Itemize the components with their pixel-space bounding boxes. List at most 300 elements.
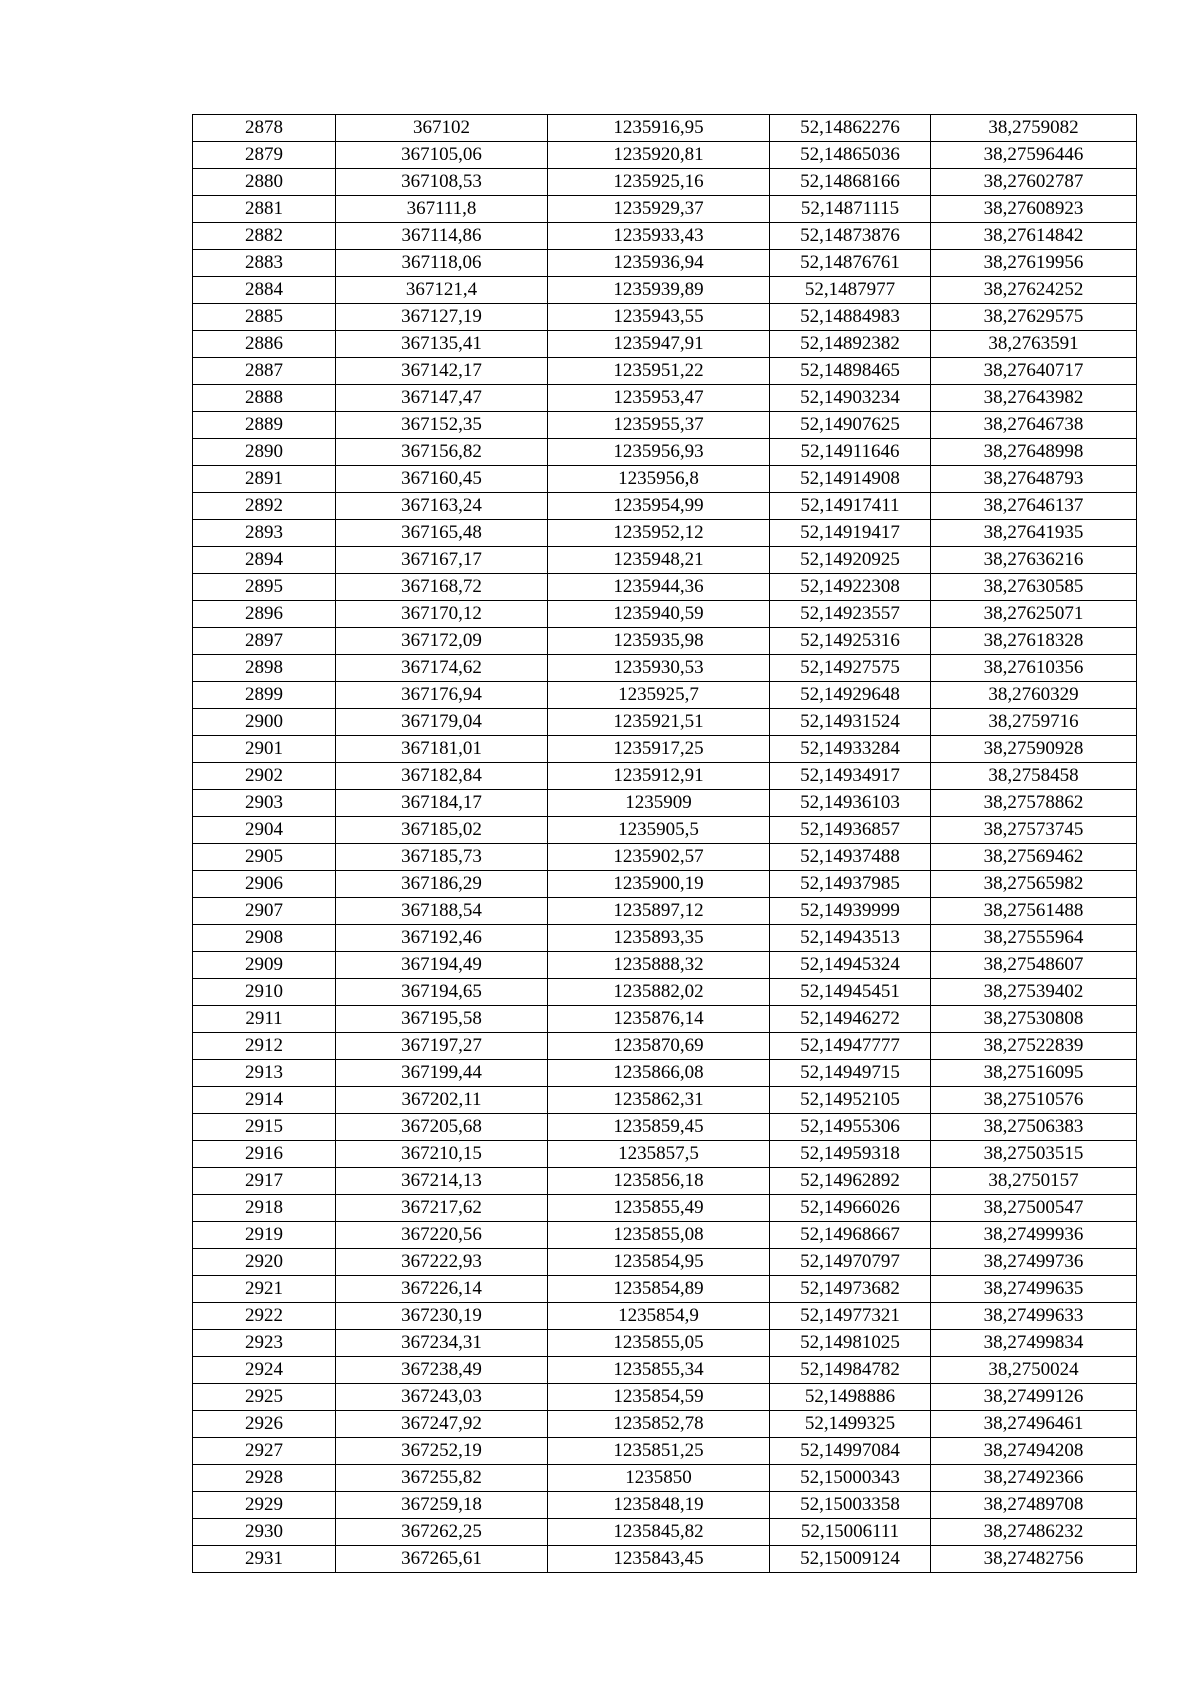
y-coordinate-cell: 1235940,59 (548, 601, 770, 628)
y-coordinate-cell: 1235856,18 (548, 1168, 770, 1195)
point-number-cell: 2887 (193, 358, 336, 385)
latitude-cell: 52,15003358 (770, 1492, 931, 1519)
longitude-cell: 38,27646137 (931, 493, 1137, 520)
point-number-cell: 2912 (193, 1033, 336, 1060)
x-coordinate-cell: 367111,8 (336, 196, 548, 223)
x-coordinate-cell: 367188,54 (336, 898, 548, 925)
y-coordinate-cell: 1235855,34 (548, 1357, 770, 1384)
longitude-cell: 38,27482756 (931, 1546, 1137, 1573)
point-number-cell: 2881 (193, 196, 336, 223)
longitude-cell: 38,27510576 (931, 1087, 1137, 1114)
x-coordinate-cell: 367194,49 (336, 952, 548, 979)
latitude-cell: 52,15009124 (770, 1546, 931, 1573)
y-coordinate-cell: 1235854,59 (548, 1384, 770, 1411)
latitude-cell: 52,14920925 (770, 547, 931, 574)
latitude-cell: 52,14936857 (770, 817, 931, 844)
longitude-cell: 38,27619956 (931, 250, 1137, 277)
longitude-cell: 38,27590928 (931, 736, 1137, 763)
latitude-cell: 52,14943513 (770, 925, 931, 952)
latitude-cell: 52,14862276 (770, 115, 931, 142)
y-coordinate-cell: 1235925,7 (548, 682, 770, 709)
latitude-cell: 52,14925316 (770, 628, 931, 655)
point-number-cell: 2914 (193, 1087, 336, 1114)
x-coordinate-cell: 367220,56 (336, 1222, 548, 1249)
table-row (193, 790, 1137, 817)
point-number-cell: 2898 (193, 655, 336, 682)
table-row (193, 547, 1137, 574)
longitude-cell: 38,27643982 (931, 385, 1137, 412)
table-row (193, 1411, 1137, 1438)
table-row (193, 1465, 1137, 1492)
point-number-cell: 2907 (193, 898, 336, 925)
table-row (193, 358, 1137, 385)
latitude-cell: 52,14868166 (770, 169, 931, 196)
point-number-cell: 2931 (193, 1546, 336, 1573)
y-coordinate-cell: 1235882,02 (548, 979, 770, 1006)
point-number-cell: 2890 (193, 439, 336, 466)
longitude-cell: 38,27618328 (931, 628, 1137, 655)
point-number-cell: 2889 (193, 412, 336, 439)
x-coordinate-cell: 367185,02 (336, 817, 548, 844)
latitude-cell: 52,14917411 (770, 493, 931, 520)
table-row (193, 277, 1137, 304)
table-row (193, 1195, 1137, 1222)
longitude-cell: 38,27602787 (931, 169, 1137, 196)
x-coordinate-cell: 367108,53 (336, 169, 548, 196)
x-coordinate-cell: 367202,11 (336, 1087, 548, 1114)
point-number-cell: 2910 (193, 979, 336, 1006)
point-number-cell: 2909 (193, 952, 336, 979)
x-coordinate-cell: 367127,19 (336, 304, 548, 331)
table-row (193, 1006, 1137, 1033)
y-coordinate-cell: 1235855,08 (548, 1222, 770, 1249)
x-coordinate-cell: 367135,41 (336, 331, 548, 358)
y-coordinate-cell: 1235912,91 (548, 763, 770, 790)
latitude-cell: 52,14931524 (770, 709, 931, 736)
longitude-cell: 38,27648998 (931, 439, 1137, 466)
table-row (193, 1303, 1137, 1330)
coordinates-table (192, 114, 1137, 1573)
latitude-cell: 52,14919417 (770, 520, 931, 547)
latitude-cell: 52,14903234 (770, 385, 931, 412)
longitude-cell: 38,27539402 (931, 979, 1137, 1006)
y-coordinate-cell: 1235848,19 (548, 1492, 770, 1519)
table-row (193, 1087, 1137, 1114)
table-row (193, 385, 1137, 412)
longitude-cell: 38,27629575 (931, 304, 1137, 331)
longitude-cell: 38,27561488 (931, 898, 1137, 925)
latitude-cell: 52,14892382 (770, 331, 931, 358)
y-coordinate-cell: 1235933,43 (548, 223, 770, 250)
longitude-cell: 38,2750157 (931, 1168, 1137, 1195)
longitude-cell: 38,2760329 (931, 682, 1137, 709)
table-row (193, 1546, 1137, 1573)
x-coordinate-cell: 367181,01 (336, 736, 548, 763)
table-row (193, 412, 1137, 439)
x-coordinate-cell: 367102 (336, 115, 548, 142)
longitude-cell: 38,27641935 (931, 520, 1137, 547)
table-row (193, 1222, 1137, 1249)
x-coordinate-cell: 367252,19 (336, 1438, 548, 1465)
x-coordinate-cell: 367147,47 (336, 385, 548, 412)
point-number-cell: 2892 (193, 493, 336, 520)
point-number-cell: 2915 (193, 1114, 336, 1141)
latitude-cell: 52,14959318 (770, 1141, 931, 1168)
x-coordinate-cell: 367238,49 (336, 1357, 548, 1384)
point-number-cell: 2901 (193, 736, 336, 763)
latitude-cell: 52,14865036 (770, 142, 931, 169)
latitude-cell: 52,14968667 (770, 1222, 931, 1249)
point-number-cell: 2880 (193, 169, 336, 196)
point-number-cell: 2902 (193, 763, 336, 790)
table-row (193, 223, 1137, 250)
point-number-cell: 2925 (193, 1384, 336, 1411)
coordinates-table-body (193, 115, 1137, 1573)
table-row (193, 115, 1137, 142)
y-coordinate-cell: 1235862,31 (548, 1087, 770, 1114)
y-coordinate-cell: 1235905,5 (548, 817, 770, 844)
latitude-cell: 52,14973682 (770, 1276, 931, 1303)
y-coordinate-cell: 1235953,47 (548, 385, 770, 412)
latitude-cell: 52,14934917 (770, 763, 931, 790)
y-coordinate-cell: 1235843,45 (548, 1546, 770, 1573)
y-coordinate-cell: 1235951,22 (548, 358, 770, 385)
x-coordinate-cell: 367168,72 (336, 574, 548, 601)
x-coordinate-cell: 367174,62 (336, 655, 548, 682)
y-coordinate-cell: 1235939,89 (548, 277, 770, 304)
latitude-cell: 52,1487977 (770, 277, 931, 304)
longitude-cell: 38,27640717 (931, 358, 1137, 385)
longitude-cell: 38,27614842 (931, 223, 1137, 250)
y-coordinate-cell: 1235947,91 (548, 331, 770, 358)
table-row (193, 1114, 1137, 1141)
y-coordinate-cell: 1235956,8 (548, 466, 770, 493)
latitude-cell: 52,14923557 (770, 601, 931, 628)
point-number-cell: 2919 (193, 1222, 336, 1249)
longitude-cell: 38,27499633 (931, 1303, 1137, 1330)
latitude-cell: 52,14997084 (770, 1438, 931, 1465)
latitude-cell: 52,14952105 (770, 1087, 931, 1114)
table-row (193, 1357, 1137, 1384)
longitude-cell: 38,27496461 (931, 1411, 1137, 1438)
longitude-cell: 38,27610356 (931, 655, 1137, 682)
point-number-cell: 2924 (193, 1357, 336, 1384)
point-number-cell: 2884 (193, 277, 336, 304)
latitude-cell: 52,14955306 (770, 1114, 931, 1141)
table-row (193, 898, 1137, 925)
x-coordinate-cell: 367114,86 (336, 223, 548, 250)
point-number-cell: 2883 (193, 250, 336, 277)
x-coordinate-cell: 367234,31 (336, 1330, 548, 1357)
latitude-cell: 52,1499325 (770, 1411, 931, 1438)
longitude-cell: 38,27578862 (931, 790, 1137, 817)
y-coordinate-cell: 1235954,99 (548, 493, 770, 520)
latitude-cell: 52,14873876 (770, 223, 931, 250)
longitude-cell: 38,27573745 (931, 817, 1137, 844)
y-coordinate-cell: 1235850 (548, 1465, 770, 1492)
point-number-cell: 2913 (193, 1060, 336, 1087)
y-coordinate-cell: 1235956,93 (548, 439, 770, 466)
point-number-cell: 2886 (193, 331, 336, 358)
x-coordinate-cell: 367163,24 (336, 493, 548, 520)
longitude-cell: 38,27530808 (931, 1006, 1137, 1033)
point-number-cell: 2885 (193, 304, 336, 331)
longitude-cell: 38,2759716 (931, 709, 1137, 736)
latitude-cell: 52,14914908 (770, 466, 931, 493)
table-row (193, 1276, 1137, 1303)
y-coordinate-cell: 1235930,53 (548, 655, 770, 682)
x-coordinate-cell: 367142,17 (336, 358, 548, 385)
latitude-cell: 52,14929648 (770, 682, 931, 709)
longitude-cell: 38,27630585 (931, 574, 1137, 601)
table-row (193, 1060, 1137, 1087)
table-row (193, 1384, 1137, 1411)
y-coordinate-cell: 1235897,12 (548, 898, 770, 925)
y-coordinate-cell: 1235943,55 (548, 304, 770, 331)
longitude-cell: 38,27486232 (931, 1519, 1137, 1546)
longitude-cell: 38,27608923 (931, 196, 1137, 223)
y-coordinate-cell: 1235854,95 (548, 1249, 770, 1276)
y-coordinate-cell: 1235888,32 (548, 952, 770, 979)
point-number-cell: 2897 (193, 628, 336, 655)
x-coordinate-cell: 367262,25 (336, 1519, 548, 1546)
point-number-cell: 2930 (193, 1519, 336, 1546)
longitude-cell: 38,27624252 (931, 277, 1137, 304)
y-coordinate-cell: 1235917,25 (548, 736, 770, 763)
latitude-cell: 52,14898465 (770, 358, 931, 385)
x-coordinate-cell: 367176,94 (336, 682, 548, 709)
table-row (193, 1330, 1137, 1357)
longitude-cell: 38,27646738 (931, 412, 1137, 439)
longitude-cell: 38,27499736 (931, 1249, 1137, 1276)
latitude-cell: 52,14933284 (770, 736, 931, 763)
longitude-cell: 38,2759082 (931, 115, 1137, 142)
x-coordinate-cell: 367184,17 (336, 790, 548, 817)
table-row (193, 844, 1137, 871)
longitude-cell: 38,27648793 (931, 466, 1137, 493)
table-row (193, 682, 1137, 709)
latitude-cell: 52,14981025 (770, 1330, 931, 1357)
table-row (193, 1033, 1137, 1060)
longitude-cell: 38,27636216 (931, 547, 1137, 574)
point-number-cell: 2916 (193, 1141, 336, 1168)
y-coordinate-cell: 1235854,9 (548, 1303, 770, 1330)
longitude-cell: 38,27499936 (931, 1222, 1137, 1249)
table-row (193, 655, 1137, 682)
table-row (193, 1438, 1137, 1465)
latitude-cell: 52,14936103 (770, 790, 931, 817)
table-row (193, 1492, 1137, 1519)
table-row (193, 1249, 1137, 1276)
latitude-cell: 52,14949715 (770, 1060, 931, 1087)
point-number-cell: 2929 (193, 1492, 336, 1519)
latitude-cell: 52,14939999 (770, 898, 931, 925)
longitude-cell: 38,27522839 (931, 1033, 1137, 1060)
longitude-cell: 38,2758458 (931, 763, 1137, 790)
y-coordinate-cell: 1235855,05 (548, 1330, 770, 1357)
point-number-cell: 2906 (193, 871, 336, 898)
table-row (193, 817, 1137, 844)
x-coordinate-cell: 367195,58 (336, 1006, 548, 1033)
y-coordinate-cell: 1235909 (548, 790, 770, 817)
x-coordinate-cell: 367199,44 (336, 1060, 548, 1087)
table-row (193, 169, 1137, 196)
x-coordinate-cell: 367217,62 (336, 1195, 548, 1222)
point-number-cell: 2893 (193, 520, 336, 547)
x-coordinate-cell: 367197,27 (336, 1033, 548, 1060)
y-coordinate-cell: 1235893,35 (548, 925, 770, 952)
latitude-cell: 52,1498886 (770, 1384, 931, 1411)
x-coordinate-cell: 367214,13 (336, 1168, 548, 1195)
latitude-cell: 52,14876761 (770, 250, 931, 277)
table-row (193, 736, 1137, 763)
latitude-cell: 52,14984782 (770, 1357, 931, 1384)
point-number-cell: 2879 (193, 142, 336, 169)
y-coordinate-cell: 1235854,89 (548, 1276, 770, 1303)
latitude-cell: 52,14966026 (770, 1195, 931, 1222)
point-number-cell: 2878 (193, 115, 336, 142)
y-coordinate-cell: 1235925,16 (548, 169, 770, 196)
point-number-cell: 2899 (193, 682, 336, 709)
longitude-cell: 38,2763591 (931, 331, 1137, 358)
latitude-cell: 52,14937985 (770, 871, 931, 898)
x-coordinate-cell: 367167,17 (336, 547, 548, 574)
latitude-cell: 52,14937488 (770, 844, 931, 871)
x-coordinate-cell: 367255,82 (336, 1465, 548, 1492)
longitude-cell: 38,27625071 (931, 601, 1137, 628)
table-row (193, 574, 1137, 601)
table-row (193, 709, 1137, 736)
point-number-cell: 2900 (193, 709, 336, 736)
y-coordinate-cell: 1235857,5 (548, 1141, 770, 1168)
latitude-cell: 52,14884983 (770, 304, 931, 331)
latitude-cell: 52,14945451 (770, 979, 931, 1006)
y-coordinate-cell: 1235852,78 (548, 1411, 770, 1438)
table-row (193, 1519, 1137, 1546)
longitude-cell: 38,27489708 (931, 1492, 1137, 1519)
longitude-cell: 38,27516095 (931, 1060, 1137, 1087)
point-number-cell: 2922 (193, 1303, 336, 1330)
x-coordinate-cell: 367121,4 (336, 277, 548, 304)
longitude-cell: 38,27499635 (931, 1276, 1137, 1303)
y-coordinate-cell: 1235952,12 (548, 520, 770, 547)
table-row (193, 250, 1137, 277)
y-coordinate-cell: 1235936,94 (548, 250, 770, 277)
point-number-cell: 2904 (193, 817, 336, 844)
point-number-cell: 2917 (193, 1168, 336, 1195)
point-number-cell: 2920 (193, 1249, 336, 1276)
table-row (193, 601, 1137, 628)
point-number-cell: 2894 (193, 547, 336, 574)
x-coordinate-cell: 367210,15 (336, 1141, 548, 1168)
x-coordinate-cell: 367226,14 (336, 1276, 548, 1303)
point-number-cell: 2895 (193, 574, 336, 601)
point-number-cell: 2926 (193, 1411, 336, 1438)
y-coordinate-cell: 1235929,37 (548, 196, 770, 223)
latitude-cell: 52,14970797 (770, 1249, 931, 1276)
x-coordinate-cell: 367105,06 (336, 142, 548, 169)
latitude-cell: 52,15000343 (770, 1465, 931, 1492)
latitude-cell: 52,14911646 (770, 439, 931, 466)
y-coordinate-cell: 1235870,69 (548, 1033, 770, 1060)
y-coordinate-cell: 1235859,45 (548, 1114, 770, 1141)
y-coordinate-cell: 1235935,98 (548, 628, 770, 655)
latitude-cell: 52,14946272 (770, 1006, 931, 1033)
table-row (193, 952, 1137, 979)
x-coordinate-cell: 367156,82 (336, 439, 548, 466)
point-number-cell: 2903 (193, 790, 336, 817)
longitude-cell: 38,27506383 (931, 1114, 1137, 1141)
longitude-cell: 38,27555964 (931, 925, 1137, 952)
longitude-cell: 38,27503515 (931, 1141, 1137, 1168)
y-coordinate-cell: 1235900,19 (548, 871, 770, 898)
y-coordinate-cell: 1235855,49 (548, 1195, 770, 1222)
x-coordinate-cell: 367259,18 (336, 1492, 548, 1519)
table-row (193, 925, 1137, 952)
x-coordinate-cell: 367179,04 (336, 709, 548, 736)
longitude-cell: 38,27492366 (931, 1465, 1137, 1492)
longitude-cell: 38,27499834 (931, 1330, 1137, 1357)
table-row (193, 763, 1137, 790)
x-coordinate-cell: 367194,65 (336, 979, 548, 1006)
longitude-cell: 38,27569462 (931, 844, 1137, 871)
table-row (193, 196, 1137, 223)
y-coordinate-cell: 1235916,95 (548, 115, 770, 142)
longitude-cell: 38,27596446 (931, 142, 1137, 169)
longitude-cell: 38,27500547 (931, 1195, 1137, 1222)
longitude-cell: 38,2750024 (931, 1357, 1137, 1384)
x-coordinate-cell: 367186,29 (336, 871, 548, 898)
point-number-cell: 2923 (193, 1330, 336, 1357)
point-number-cell: 2896 (193, 601, 336, 628)
y-coordinate-cell: 1235902,57 (548, 844, 770, 871)
x-coordinate-cell: 367118,06 (336, 250, 548, 277)
longitude-cell: 38,27494208 (931, 1438, 1137, 1465)
y-coordinate-cell: 1235921,51 (548, 709, 770, 736)
latitude-cell: 52,14871115 (770, 196, 931, 223)
longitude-cell: 38,27565982 (931, 871, 1137, 898)
longitude-cell: 38,27548607 (931, 952, 1137, 979)
x-coordinate-cell: 367247,92 (336, 1411, 548, 1438)
y-coordinate-cell: 1235866,08 (548, 1060, 770, 1087)
point-number-cell: 2882 (193, 223, 336, 250)
latitude-cell: 52,14922308 (770, 574, 931, 601)
latitude-cell: 52,14927575 (770, 655, 931, 682)
latitude-cell: 52,14947777 (770, 1033, 931, 1060)
x-coordinate-cell: 367165,48 (336, 520, 548, 547)
x-coordinate-cell: 367230,19 (336, 1303, 548, 1330)
table-row (193, 142, 1137, 169)
table-row (193, 466, 1137, 493)
point-number-cell: 2921 (193, 1276, 336, 1303)
table-row (193, 493, 1137, 520)
table-row (193, 1141, 1137, 1168)
point-number-cell: 2911 (193, 1006, 336, 1033)
point-number-cell: 2908 (193, 925, 336, 952)
table-row (193, 979, 1137, 1006)
point-number-cell: 2928 (193, 1465, 336, 1492)
latitude-cell: 52,14945324 (770, 952, 931, 979)
x-coordinate-cell: 367160,45 (336, 466, 548, 493)
latitude-cell: 52,15006111 (770, 1519, 931, 1546)
latitude-cell: 52,14907625 (770, 412, 931, 439)
latitude-cell: 52,14962892 (770, 1168, 931, 1195)
x-coordinate-cell: 367265,61 (336, 1546, 548, 1573)
x-coordinate-cell: 367243,03 (336, 1384, 548, 1411)
point-number-cell: 2905 (193, 844, 336, 871)
y-coordinate-cell: 1235876,14 (548, 1006, 770, 1033)
x-coordinate-cell: 367205,68 (336, 1114, 548, 1141)
